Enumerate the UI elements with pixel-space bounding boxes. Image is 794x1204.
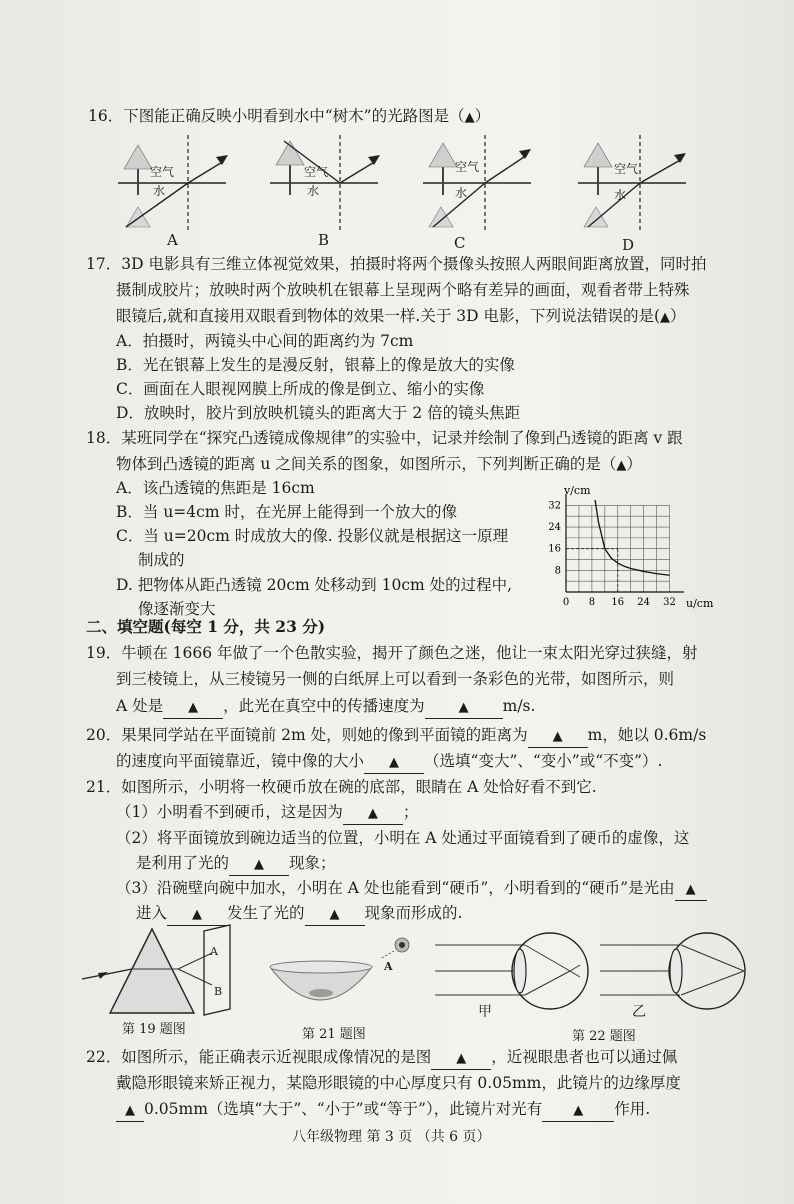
- y-tick-label: 24: [548, 522, 561, 534]
- q16-option-d: D: [622, 236, 635, 254]
- y-tick-label: 16: [548, 543, 561, 555]
- q21-blank-4[interactable]: ▲: [167, 903, 227, 926]
- q18-option-d-cont: 像逐渐变大: [138, 600, 216, 618]
- q16-option-b: B: [318, 231, 330, 249]
- fig19-prism-diagram: [82, 925, 230, 1015]
- q22-line3: ▲ 0.05mm（选填“大于”、“小于”或“等于”），此镜片对光有 ▲ 作用.: [116, 1099, 650, 1122]
- q16-a-air: 空气: [150, 165, 175, 179]
- fig22-eye-jia: [435, 933, 588, 1009]
- figures-19-21-22: [80, 925, 750, 1020]
- q21-blank-1[interactable]: ▲: [343, 802, 403, 825]
- q19-line1: 19．牛顿在 1666 年做了一个色散实验，揭开了颜色之迷，他让一束太阳光穿过狭缝，射: [86, 644, 698, 662]
- q22-line1: 22．如图所示，能正确表示近视眼成像情况的是图 ▲ ，近视眼患者也可以通过佩: [86, 1047, 677, 1070]
- x-axis-label: u/cm: [686, 597, 714, 610]
- fig19-label-a: A: [210, 945, 218, 958]
- page-footer: 八年级物理 第 3 页 （共 6 页）: [292, 1129, 491, 1145]
- fig22-label-yi: 乙: [632, 1004, 646, 1020]
- q16-stem: 16．下图能正确反映小明看到水中“树木”的光路图是（▲）: [88, 107, 491, 125]
- q18-option-c-cont: 制成的: [138, 551, 185, 569]
- q18-chart: [540, 480, 720, 610]
- q16-c-air: 空气: [455, 160, 480, 174]
- fig21-caption: 第 21 题图: [302, 1027, 366, 1042]
- x-tick-label: 16: [611, 597, 625, 608]
- fig22-caption: 第 22 题图: [572, 1029, 636, 1044]
- fig22-eye-yi: [600, 933, 745, 1009]
- q21-stem: 21．如图所示，小明将一枚硬币放在碗的底部，眼睛在 A 处恰好看不到它.: [86, 778, 597, 796]
- q19-line3: A 处是 ▲ ，此光在真空中的传播速度为 ▲ m/s.: [116, 696, 535, 719]
- y-tick-label: 32: [548, 500, 561, 512]
- q21-part1: （1）小明看不到硬币，这是因为 ▲ ；: [116, 802, 418, 825]
- q19-line2: 到三棱镜上，从三棱镜另一侧的白纸屏上可以看到一条彩色的光带，如图所示，则: [116, 670, 675, 688]
- q21-part3-cont: 进入 ▲ 发生了光的 ▲ 现象而形成的.: [136, 903, 462, 926]
- y-axis-label: v/cm: [564, 484, 591, 497]
- q16-option-c-diagram: [423, 135, 531, 231]
- q20-blank-2[interactable]: ▲: [364, 751, 424, 774]
- q17-line1: 17．3D 电影具有三维立体视觉效果，拍摄时将两个摄像头按照人两眼间距离放置，同时拍: [86, 255, 707, 273]
- q21-part2: （2）将平面镜放到碗边适当的位置，小明在 A 处通过平面镜看到了硬币的虚像，这: [116, 829, 690, 847]
- q21-blank-3[interactable]: ▲: [675, 878, 707, 901]
- q17-option-a: A．拍摄时，两镜头中心间的距离约为 7cm: [116, 332, 414, 350]
- q16-b-water: 水: [307, 184, 320, 198]
- q16-option-c: C: [454, 234, 466, 252]
- q18-line1: 18．某班同学在“探究凸透镜成像规律”的实验中，记录并绘制了像到凸透镜的距离 v 跟: [86, 429, 683, 447]
- q21-blank-2[interactable]: ▲: [229, 853, 289, 876]
- q18-line2: 物体到凸透镜的距离 u 之间关系的图象，如图所示，下列判断正确的是（▲）: [116, 455, 642, 473]
- q17-line2: 摄制成胶片；放映时两个放映机在银幕上呈现两个略有差异的画面，观看者带上特殊: [116, 281, 690, 299]
- q16-a-water: 水: [153, 184, 166, 198]
- q22-blank-3[interactable]: ▲: [542, 1099, 614, 1122]
- y-tick-label: 8: [554, 565, 561, 577]
- q21-part2-cont: 是利用了光的 ▲ 现象；: [136, 853, 336, 876]
- fig19-caption: 第 19 题图: [122, 1022, 186, 1037]
- q16-option-d-diagram: [578, 135, 686, 231]
- fig21-label-a: A: [384, 960, 393, 973]
- fig22-label-jia: 甲: [478, 1004, 492, 1020]
- x-tick-label: 0: [562, 597, 570, 608]
- q18-option-a: A．该凸透镜的焦距是 16cm: [116, 479, 315, 497]
- q17-line3: 眼镜后,就和直接用双眼看到物体的效果一样.关于 3D 电影，下列说法错误的是(▲）: [116, 307, 686, 325]
- q16-diagrams: [118, 135, 688, 235]
- x-tick-label: 8: [588, 597, 596, 608]
- q17-option-b: B．光在银幕上发生的是漫反射，银幕上的像是放大的实像: [116, 356, 515, 374]
- q16-d-water: 水: [614, 188, 627, 202]
- q22-blank-1[interactable]: ▲: [431, 1047, 491, 1070]
- q22-line2: 戴隐形眼镜来矫正视力，某隐形眼镜的中心厚度只有 0.05mm，此镜片的边缘厚度: [116, 1074, 681, 1092]
- q19-blank-2[interactable]: ▲: [425, 696, 503, 719]
- q16-option-a-diagram: [118, 135, 228, 231]
- q16-option-b-diagram: [270, 135, 380, 231]
- fig19-label-b: B: [214, 985, 223, 998]
- q17-option-d: D．放映时，胶片到放映机镜头的距离大于 2 倍的镜头焦距: [116, 404, 521, 422]
- q18-option-b: B．当 u=4cm 时，在光屏上能得到一个放大的像: [116, 503, 457, 521]
- q16-d-air: 空气: [614, 162, 639, 176]
- q22-blank-2[interactable]: ▲: [116, 1099, 144, 1122]
- section2-title: 二、填空题(每空 1 分，共 23 分): [86, 617, 326, 636]
- q17-option-c: C．画面在人眼视网膜上所成的像是倒立、缩小的实像: [116, 380, 485, 398]
- q21-part3: （3）沿碗壁向碗中加水，小明在 A 处也能看到“硬币”，小明看到的“硬币”是光由 ▲: [116, 878, 707, 901]
- q19-blank-1[interactable]: ▲: [163, 696, 223, 719]
- q18-option-c: C．当 u=20cm 时成放大的像. 投影仪就是根据这一原理: [116, 527, 509, 545]
- q20-line2: 的速度向平面镜靠近，镜中像的大小 ▲ （选填“变大”、“变小”或“不变”）.: [116, 751, 663, 774]
- q16-c-water: 水: [455, 186, 468, 200]
- q21-blank-5[interactable]: ▲: [305, 903, 365, 926]
- q20-line1: 20．果果同学站在平面镜前 2m 处，则她的像到平面镜的距离为 ▲ m，她以 0.6m/s: [86, 725, 706, 748]
- x-tick-label: 24: [637, 597, 651, 608]
- q20-blank-1[interactable]: ▲: [528, 725, 588, 748]
- q16-b-air: 空气: [304, 165, 329, 179]
- q16-option-a: A: [167, 231, 178, 249]
- x-tick-label: 32: [663, 597, 676, 608]
- q18-option-d: D. 把物体从距凸透镜 20cm 处移动到 10cm 处的过程中,: [116, 576, 513, 594]
